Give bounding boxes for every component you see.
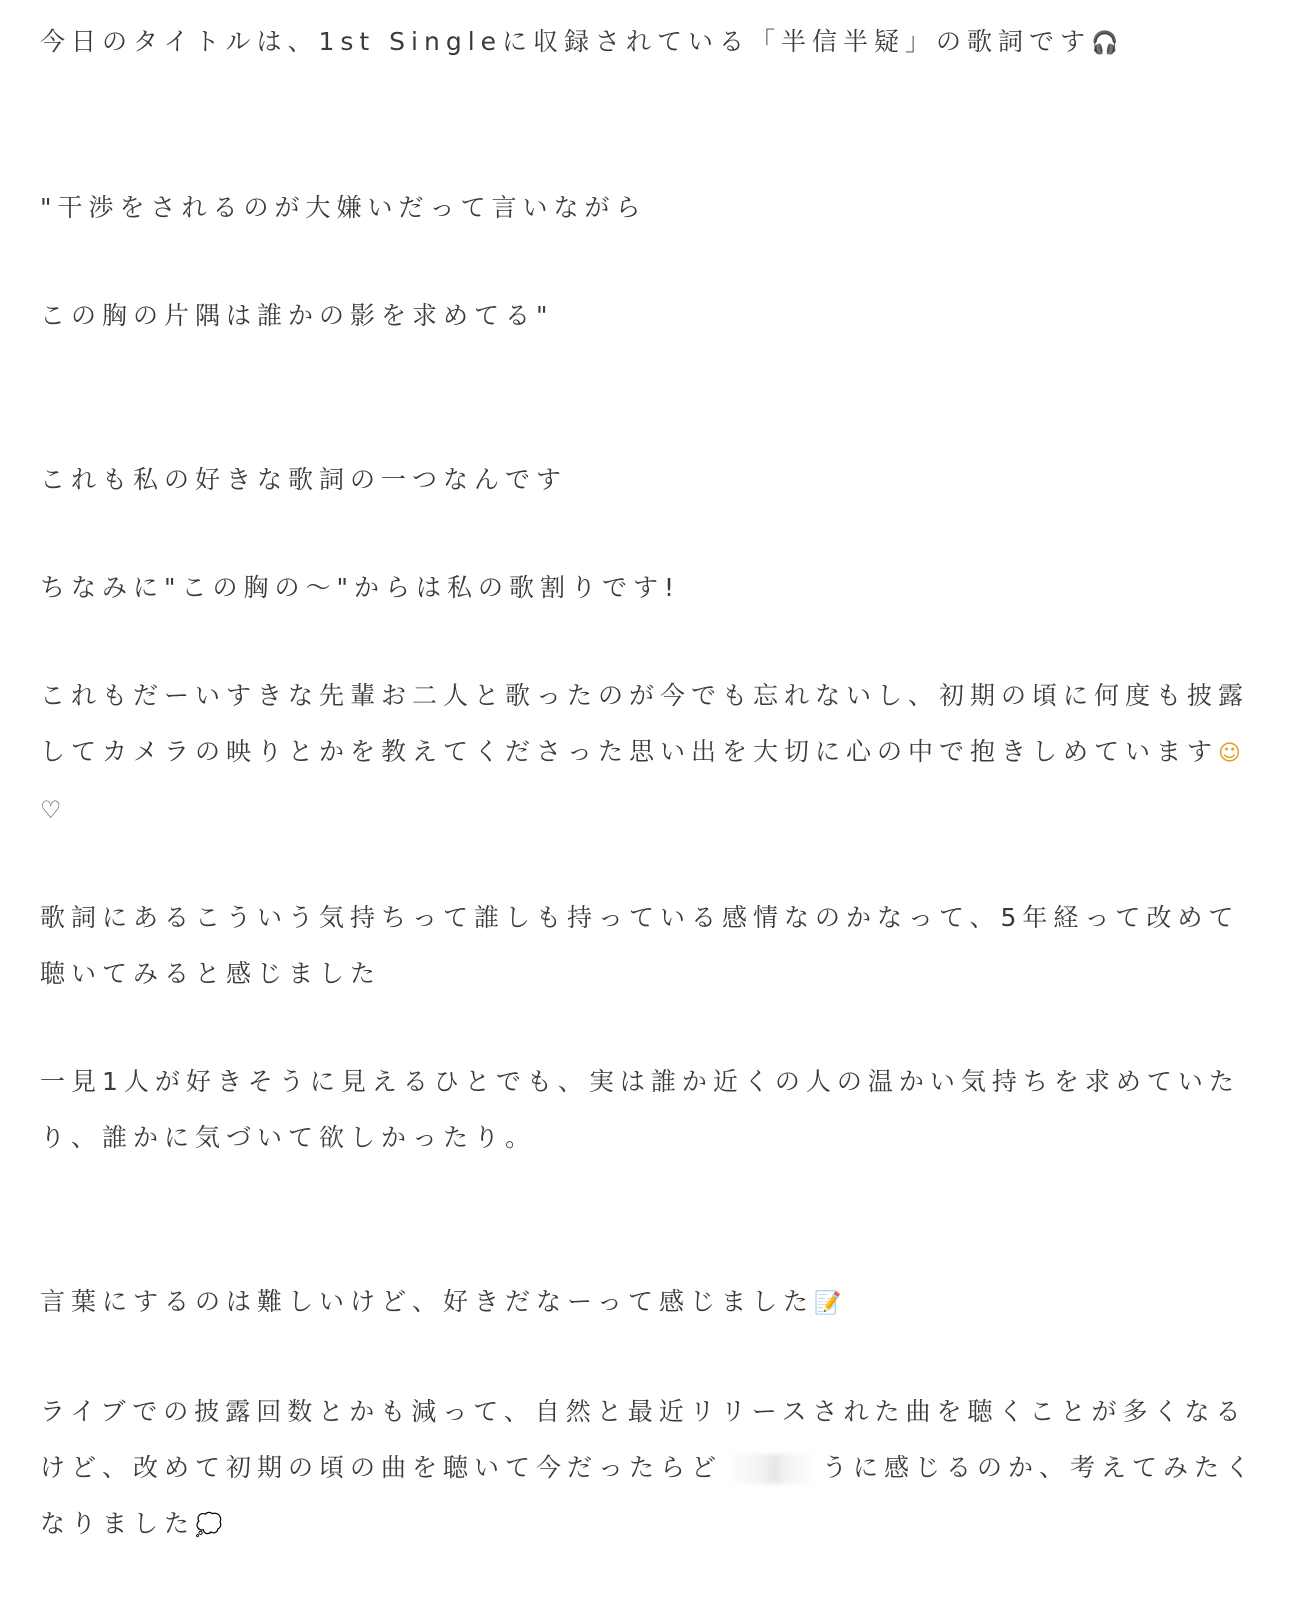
spacer: [40, 344, 1260, 452]
reflection-paragraph: 一見1人が好きそうに見えるひとでも、実は誰か近くの人の温かい気持ちを求めていたり、誰かに気づいて欲しかったり。: [40, 1067, 1240, 1152]
spacer: [40, 1166, 1260, 1274]
memo-icon: 📝: [814, 1291, 842, 1316]
heart-icon: ♡: [40, 796, 62, 824]
memory-text: これもだーいすきな先輩お二人と歌ったのが今でも忘れないし、初期の頃に何度も披露してカメラの映りとかを教えてくださった思い出を大切に心の中で抱きしめています: [40, 681, 1250, 766]
words-text: 言葉にするのは難しいけど、好きだなーって感じました: [40, 1287, 815, 1316]
smiling-face-icon: ☺: [1218, 741, 1241, 766]
blog-article-body: [40, 14, 1260, 1554]
memory-paragraph: [40, 668, 1260, 838]
spacer: [40, 236, 1260, 288]
thought-bubble-icon: 💭: [195, 1513, 223, 1538]
words-paragraph: [40, 1274, 1260, 1332]
feelings-paragraph: 歌詞にあるこういう気持ちって誰しも持っている感情なのかなって、5年経って改めて聴いてみると感じました: [40, 903, 1240, 988]
live-text-part2: うに感じるのか、考えてみたくなりました: [40, 1453, 1257, 1538]
live-paragraph: [40, 1384, 1260, 1554]
intro-paragraph: [40, 14, 1260, 72]
spacer: [40, 1332, 1260, 1384]
spacer: [40, 72, 1260, 180]
intro-text: 今日のタイトルは、1st Singleに収録されている「半信半疑」の歌詞です: [40, 27, 1092, 56]
blurred-text-region: [726, 1454, 818, 1484]
spacer: [40, 508, 1260, 560]
lyric-line-1: "干渉をされるのが大嫌いだって言いながら: [40, 193, 647, 222]
headphones-icon: 🎧: [1091, 31, 1119, 56]
spacer: [40, 838, 1260, 890]
favorite-lyric-paragraph: これも私の好きな歌詞の一つなんです: [40, 465, 568, 494]
spacer: [40, 616, 1260, 668]
live-text-part1: ライブでの披露回数とかも減って、自然と最近リリースされた曲を聴くことが多くなるけど、改めて初期の頃の曲を聴いて今だったらど: [40, 1397, 1247, 1482]
lyric-line-2: この胸の片隅は誰かの影を求めてる": [40, 301, 554, 330]
spacer: [40, 1002, 1260, 1054]
singing-part-paragraph: ちなみに"この胸の〜"からは私の歌割りです!: [40, 573, 681, 602]
